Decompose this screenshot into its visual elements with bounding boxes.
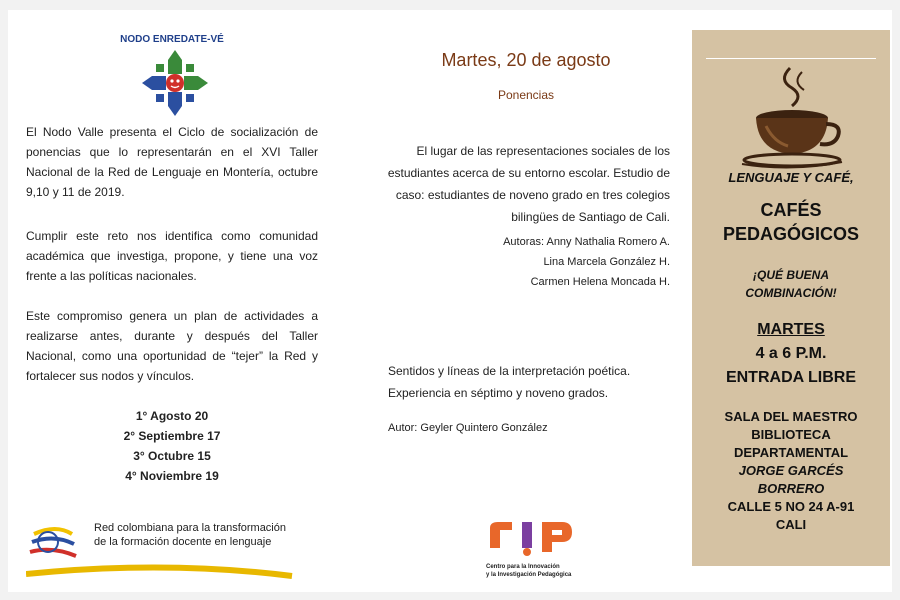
session-date: Martes, 20 de agosto xyxy=(441,50,611,70)
venue xyxy=(692,408,890,534)
right-panel xyxy=(692,30,890,566)
left-panel xyxy=(26,10,318,592)
red-line-1: Red colombiana para la transformación xyxy=(94,522,286,534)
event-day: MARTES xyxy=(757,321,825,338)
author: Lina Marcela González H. xyxy=(543,256,670,268)
title-line-1: CAFÉS xyxy=(760,200,822,220)
red-line-2: de la formación docente en lenguaje xyxy=(94,536,272,548)
entry-info: ENTRADA LIBRE xyxy=(725,369,857,386)
compromiso-paragraph: Este compromiso genera un plan de actividades a realizarse antes, durante y después del Taller Nacional, como una oportunidad de “tejer” la Red y fortalecer sus nodos y vínculos. xyxy=(26,309,318,383)
slogan-line-2: COMBINACIÓN! xyxy=(745,286,837,300)
venue-line: DEPARTAMENTAL xyxy=(733,445,849,460)
venue-line: SALA DEL MAESTRO xyxy=(724,409,858,424)
slogan-line-1: ¡QUÉ BUENA xyxy=(752,268,829,282)
coffee-cup-icon xyxy=(738,66,848,170)
red-lenguaje-text xyxy=(94,521,286,549)
tagline: LENGUAJE Y CAFÉ, xyxy=(728,170,854,185)
session-type: Ponencias xyxy=(497,88,555,102)
venue-line: JORGE GARCÉS xyxy=(738,463,844,478)
event-title xyxy=(692,198,890,246)
cip-line-1: Centro para la Innovación xyxy=(486,564,560,570)
brochure-page xyxy=(8,10,892,592)
middle-panel xyxy=(370,10,682,592)
date-item: 2° Septiembre 17 xyxy=(123,429,221,443)
venue-address: CALLE 5 NO 24 A-91 xyxy=(727,499,855,514)
cip-text xyxy=(482,563,582,579)
cip-line-2: y la Investigación Pedagógica xyxy=(486,572,572,578)
reto-paragraph: Cumplir este reto nos identifica como comunidad académica que investiga, propone, y tiene una voz frente a las políticas nacionales. xyxy=(26,229,318,283)
venue-city: CALI xyxy=(775,517,807,532)
intro-paragraph: El Nodo Valle presenta el Ciclo de socialización de ponencias que lo representarán en el XVI Taller Nacional de la Red de Lenguaje en Montería, octubre 9,10 y 11 de 2019. xyxy=(26,125,318,199)
dates-list xyxy=(26,406,318,486)
date-item: 3° Octubre 15 xyxy=(133,449,211,463)
schedule xyxy=(692,318,890,390)
date-item: 1° Agosto 20 xyxy=(135,409,209,423)
cip-logo-icon xyxy=(482,518,582,558)
cip-logo xyxy=(482,518,582,580)
author: Carmen Helena Moncada H. xyxy=(530,276,670,288)
date-item: 4° Noviembre 19 xyxy=(125,469,219,483)
paper-2-title: Sentidos y líneas de la interpretación poética. Experiencia en séptimo y noveno grados. xyxy=(388,364,631,400)
author: Autoras: Anny Nathalia Romero A. xyxy=(503,236,670,248)
title-line-2: PEDAGÓGICOS xyxy=(722,224,860,244)
event-time: 4 a 6 P.M. xyxy=(755,345,827,362)
nodo-logo-icon xyxy=(140,48,210,118)
paper-1-title: El lugar de las representaciones sociales de los estudiantes acerca de su entorno escolar. Estudio de caso: estudiantes de noveno grado en tres colegios bilingües de Santiago de Cali. xyxy=(387,144,670,224)
slogan xyxy=(692,266,890,302)
paper-1-authors xyxy=(370,232,670,292)
venue-line: BIBLIOTECA xyxy=(751,427,831,442)
divider xyxy=(706,58,876,59)
paper-2-author: Autor: Geyler Quintero González xyxy=(388,422,548,434)
org-name: NODO ENREDATE-VÉ xyxy=(120,34,224,45)
venue-line: BORRERO xyxy=(757,481,825,496)
